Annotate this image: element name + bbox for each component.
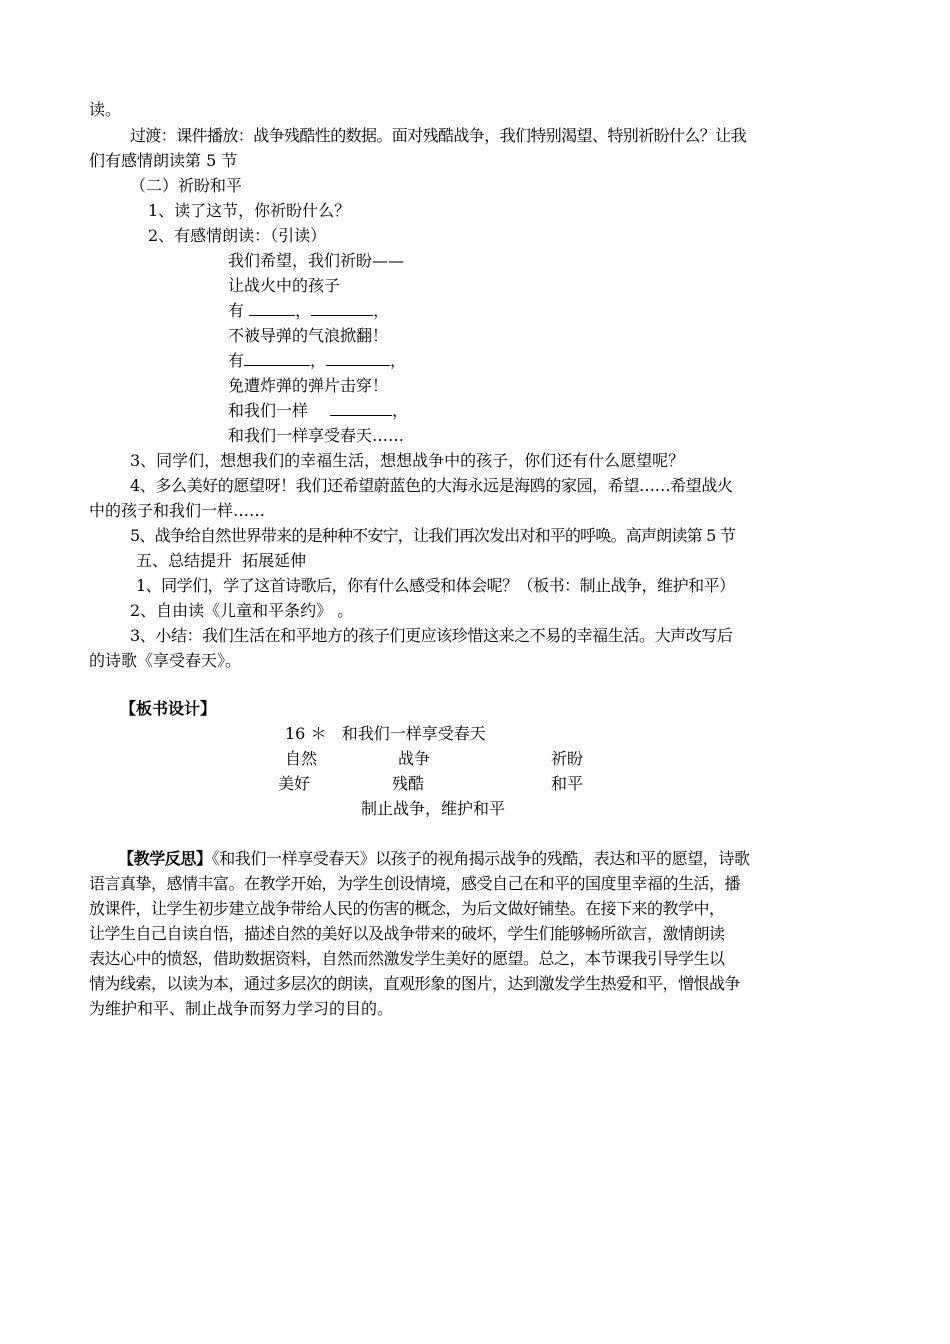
text-line: 4、多么美好的愿望呀！我们还希望蔚蓝色的大海永远是海鸥的家园，希望……希望战火: [130, 476, 733, 495]
poem-text: ，: [390, 351, 407, 370]
section-heading: 五、总结提升 拓展延伸: [136, 551, 307, 570]
poem-text: ，: [373, 301, 390, 320]
text-line: 的诗歌《享受春天》。: [89, 651, 242, 670]
answer-blank[interactable]: [326, 351, 390, 366]
board-word: 自然: [285, 749, 318, 768]
board-word: 和平: [551, 774, 584, 793]
poem-text: 有: [228, 351, 245, 370]
poem-fill-blank-line: [228, 350, 406, 372]
text-line: 2、有感情朗读：（引读）: [148, 226, 327, 245]
board-word: 残酷: [392, 774, 425, 793]
poem-line: 和我们一样享受春天……: [228, 426, 405, 445]
text-line: 过渡：课件播放：战争残酷性的数据。面对残酷战争，我们特别渴望、特别祈盼什么？让我: [130, 126, 747, 145]
poem-fill-blank-line: [228, 400, 408, 422]
poem-line: 我们希望，我们祈盼——: [228, 251, 405, 270]
poem-text: ，: [392, 401, 409, 420]
poem-text: ，: [310, 351, 327, 370]
poem-line: 免遭炸弹的弹片击穿！: [228, 376, 389, 395]
poem-fill-blank-line: [228, 300, 389, 322]
reflection-line: 表达心中的愤怒，借助数据资料，自然而然激发学生美好的愿望。总之，本节课我引导学生以: [89, 949, 725, 968]
board-word: 美好: [278, 774, 311, 793]
reflection-line: 情为线索，以读为本，通过多层次的朗读，直观形象的图片，达到激发学生热爱和平，憎恨战争: [89, 974, 741, 993]
text-line: 们有感情朗读第 5 节: [89, 151, 238, 170]
text-line: 3、小结：我们生活在和平地方的孩子们更应该珍惜这来之不易的幸福生活。大声改写后: [130, 626, 733, 645]
reflection-line: [118, 848, 750, 870]
reflection-line: 让学生自己自读自悟，描述自然的美好以及战争带来的破坏，学生们能够畅所欲言，激情朗读: [89, 924, 725, 943]
board-word: 祈盼: [551, 749, 584, 768]
reflection-text: 《和我们一样享受春天》以孩子的视角揭示战争的残酷，表达和平的愿望，诗歌: [211, 849, 750, 868]
poem-text: 和我们一样: [228, 401, 309, 420]
answer-blank[interactable]: [249, 301, 295, 316]
text-line: 中的孩子和我们一样……: [89, 501, 266, 520]
reflection-heading: 【教学反思】: [118, 849, 212, 868]
text-line: 读。: [89, 100, 122, 119]
poem-line: 让战火中的孩子: [228, 276, 341, 295]
board-design-heading: 【板书设计】: [120, 699, 217, 718]
board-conclusion: 制止战争，维护和平: [361, 799, 506, 818]
poem-text: 有: [228, 301, 250, 320]
text-line: 1、同学们，学了这首诗歌后，你有什么感受和体会呢？（板书：制止战争，维护和平）: [136, 576, 735, 595]
section-heading: （二）祈盼和平: [130, 176, 243, 195]
answer-blank[interactable]: [330, 401, 392, 416]
text-line: 2、自由读《儿童和平条约》 。: [130, 601, 354, 620]
reflection-line: 为维护和平、制止战争而努力学习的目的。: [89, 999, 394, 1018]
board-word: 战争: [398, 749, 431, 768]
text-line: 3、同学们，想想我们的幸福生活，想想战争中的孩子，你们还有什么愿望呢？: [130, 451, 685, 470]
board-title: 16 ＊ 和我们一样享受春天: [285, 724, 486, 743]
text-line: 1、读了这节，你祈盼什么？: [148, 201, 351, 220]
answer-blank[interactable]: [244, 351, 310, 366]
answer-blank[interactable]: [311, 301, 373, 316]
poem-text: ，: [295, 301, 312, 320]
reflection-line: 语言真挚，感情丰富。在教学开始，为学生创设情境，感受自己在和平的国度里幸福的生活，播: [89, 874, 741, 893]
text-line: 5、战争给自然世界带来的是种种不安宁，让我们再次发出对和平的呼唤。高声朗读第 5 节: [130, 526, 735, 545]
poem-line: 不被导弹的气浪掀翻！: [228, 326, 389, 345]
reflection-line: 放课件，让学生初步建立战争带给人民的伤害的概念，为后文做好铺垫。在接下来的教学中，: [89, 899, 725, 918]
